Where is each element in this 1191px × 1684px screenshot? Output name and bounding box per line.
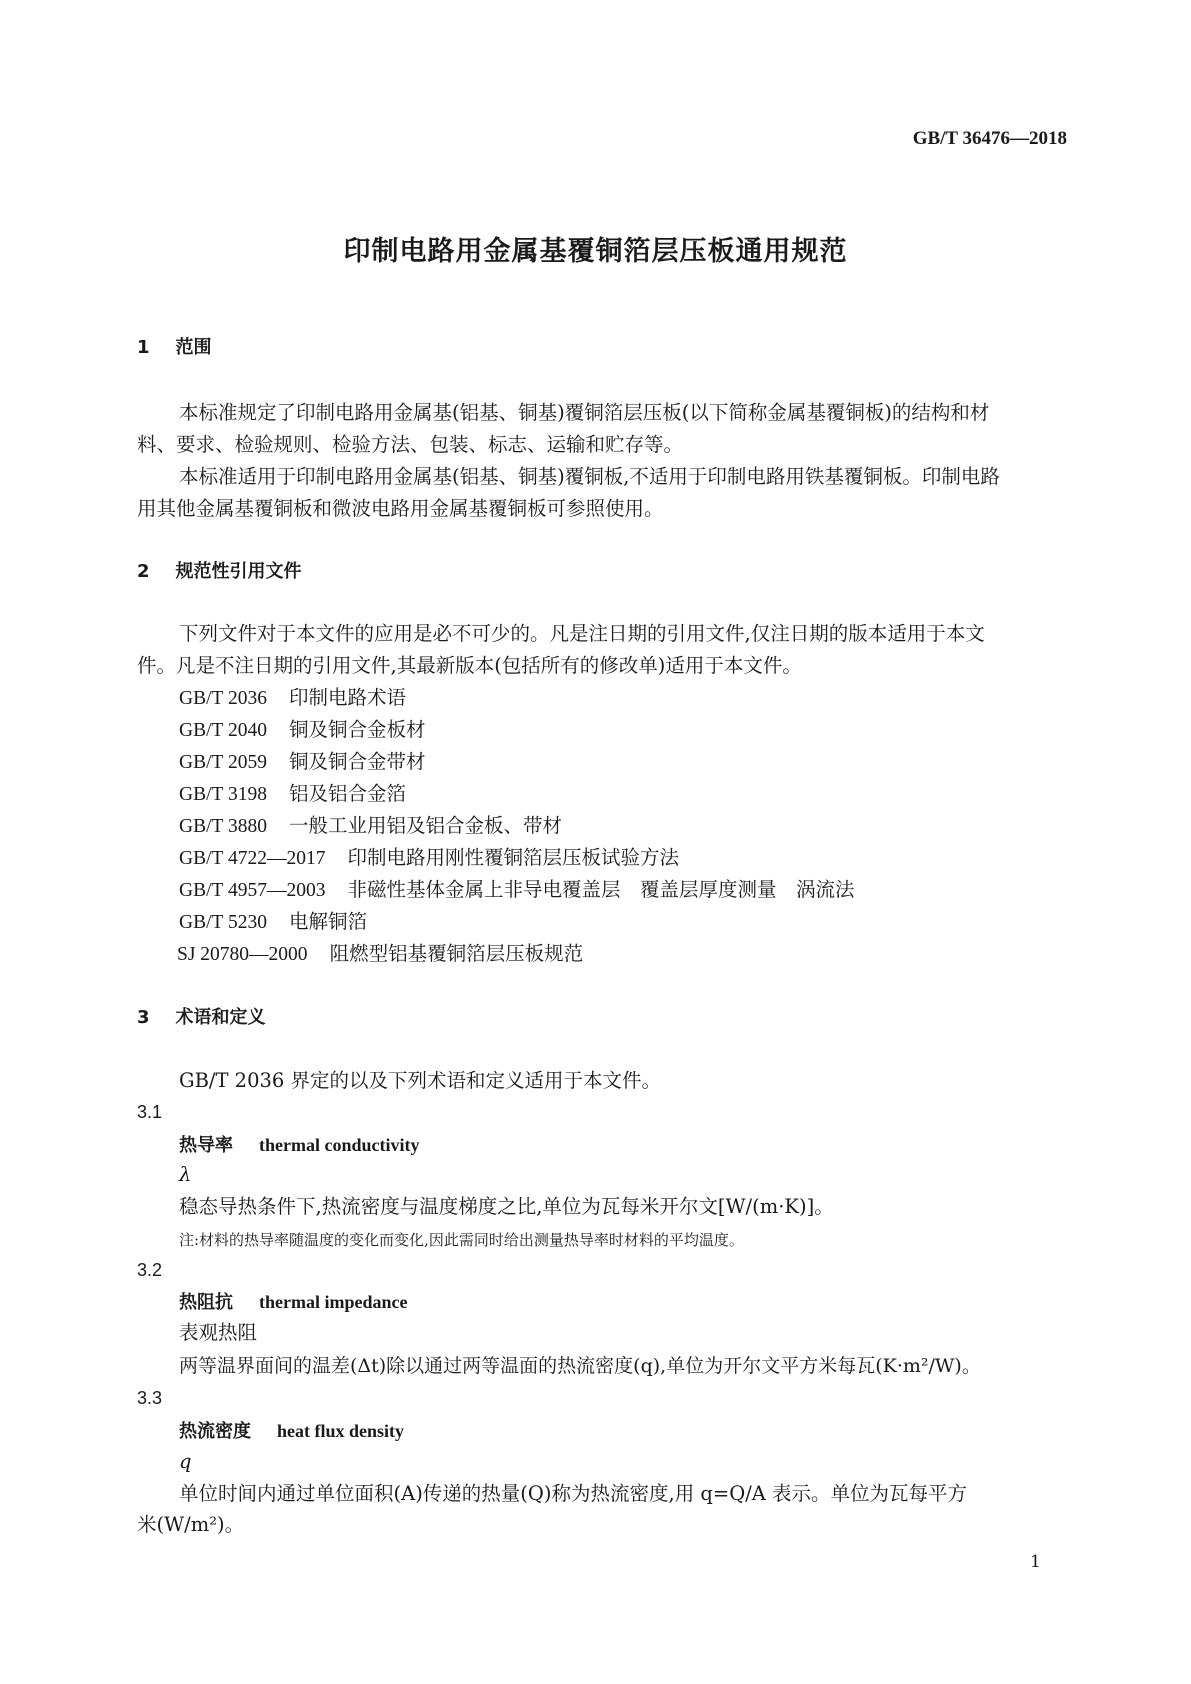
reference-code: GB/T 4957—2003 (179, 880, 326, 901)
reference-item (179, 750, 425, 775)
term-en: thermal conductivity (259, 1135, 420, 1155)
term-definition: 单位时间内通过单位面积(A)传递的热量(Q)称为热流密度,用 q=Q/A 表示。单位为瓦每平方 (179, 1482, 968, 1505)
reference-item (179, 910, 367, 935)
term-heading (179, 1133, 419, 1158)
reference-item (179, 814, 562, 839)
term-number: 3.3 (137, 1388, 163, 1408)
term-heading (179, 1419, 404, 1444)
standard-number: GB/T 36476—2018 (912, 128, 1067, 149)
reference-item (179, 718, 425, 743)
term-en: heat flux density (277, 1421, 405, 1441)
reference-title: 铝及铝合金箔 (288, 782, 406, 805)
section-title: 规范性引用文件 (175, 561, 302, 582)
section-title: 范围 (175, 337, 212, 358)
paragraph-line: GB/T 2036 界定的以及下列术语和定义适用于本文件。 (179, 1069, 662, 1092)
section-number: 3 (137, 1007, 150, 1028)
paragraph-line: 本标准适用于印制电路用金属基(铝基、铜基)覆铜板,不适用于印制电路用铁基覆铜板。印制电路 (179, 465, 1000, 488)
section-1-heading (137, 336, 212, 360)
reference-title: 电解铜箔 (288, 910, 367, 933)
term-heading (179, 1290, 407, 1315)
reference-code: SJ 20780—2000 (177, 944, 308, 965)
term-zh: 热流密度 (179, 1421, 251, 1442)
term-zh: 热阻抗 (179, 1292, 233, 1313)
document-title: 印制电路用金属基覆铜箔层压板通用规范 (343, 236, 848, 267)
term-definition: 稳态导热条件下,热流密度与温度梯度之比,单位为瓦每米开尔文[W/(m·K)]。 (179, 1195, 834, 1218)
paragraph-line: 本标准规定了印制电路用金属基(铝基、铜基)覆铜箔层压板(以下简称金属基覆铜板)的结构和材 (179, 401, 990, 424)
term-symbol: 表观热阻 (179, 1321, 258, 1344)
reference-title: 一般工业用铝及铝合金板、带材 (288, 814, 562, 837)
reference-code: GB/T 2040 (179, 720, 267, 741)
term-note: 注:材料的热导率随温度的变化而变化,因此需同时给出测量热导率时材料的平均温度。 (179, 1231, 744, 1249)
term-zh: 热导率 (179, 1135, 233, 1156)
reference-item (177, 942, 583, 967)
term-definition-continued: 米(W/m²)。 (137, 1513, 245, 1536)
reference-item (179, 782, 406, 807)
reference-title: 非磁性基体金属上非导电覆盖层 覆盖层厚度测量 涡流法 (347, 878, 855, 901)
section-number: 1 (137, 337, 150, 358)
term-number: 3.2 (137, 1260, 163, 1280)
reference-title: 阻燃型铝基覆铜箔层压板规范 (329, 942, 584, 965)
reference-title: 印制电路用刚性覆铜箔层压板试验方法 (347, 846, 679, 869)
reference-title: 铜及铜合金带材 (288, 750, 426, 773)
section-title: 术语和定义 (175, 1007, 266, 1028)
reference-title: 印制电路术语 (288, 686, 406, 709)
reference-code: GB/T 3880 (179, 816, 267, 837)
reference-title: 铜及铜合金板材 (288, 718, 426, 741)
term-definition: 两等温界面间的温差(Δt)除以通过两等温面的热流密度(q),单位为开尔文平方米每瓦(K·m²/W)。 (179, 1355, 981, 1377)
section-2-heading (137, 560, 302, 584)
reference-code: GB/T 2036 (179, 688, 267, 709)
term-number: 3.1 (137, 1102, 163, 1122)
paragraph-line: 用其他金属基覆铜板和微波电路用金属基覆铜板可参照使用。 (137, 497, 664, 520)
term-en: thermal impedance (259, 1292, 408, 1312)
paragraph-line: 件。凡是不注日期的引用文件,其最新版本(包括所有的修改单)适用于本文件。 (137, 654, 802, 677)
term-symbol: λ (179, 1163, 192, 1186)
reference-item (179, 846, 679, 871)
reference-code: GB/T 3198 (179, 784, 267, 805)
reference-code: GB/T 2059 (179, 752, 267, 773)
reference-item (179, 878, 854, 903)
section-number: 2 (137, 561, 150, 582)
section-3-heading (137, 1006, 266, 1030)
reference-code: GB/T 5230 (179, 912, 267, 933)
paragraph-line: 料、要求、检验规则、检验方法、包装、标志、运输和贮存等。 (137, 433, 684, 456)
reference-item (179, 686, 406, 711)
page-number: 1 (1030, 1552, 1041, 1572)
reference-code: GB/T 4722—2017 (179, 848, 326, 869)
paragraph-line: 下列文件对于本文件的应用是必不可少的。凡是注日期的引用文件,仅注日期的版本适用于本文 (179, 622, 985, 645)
term-symbol: q (179, 1450, 192, 1473)
